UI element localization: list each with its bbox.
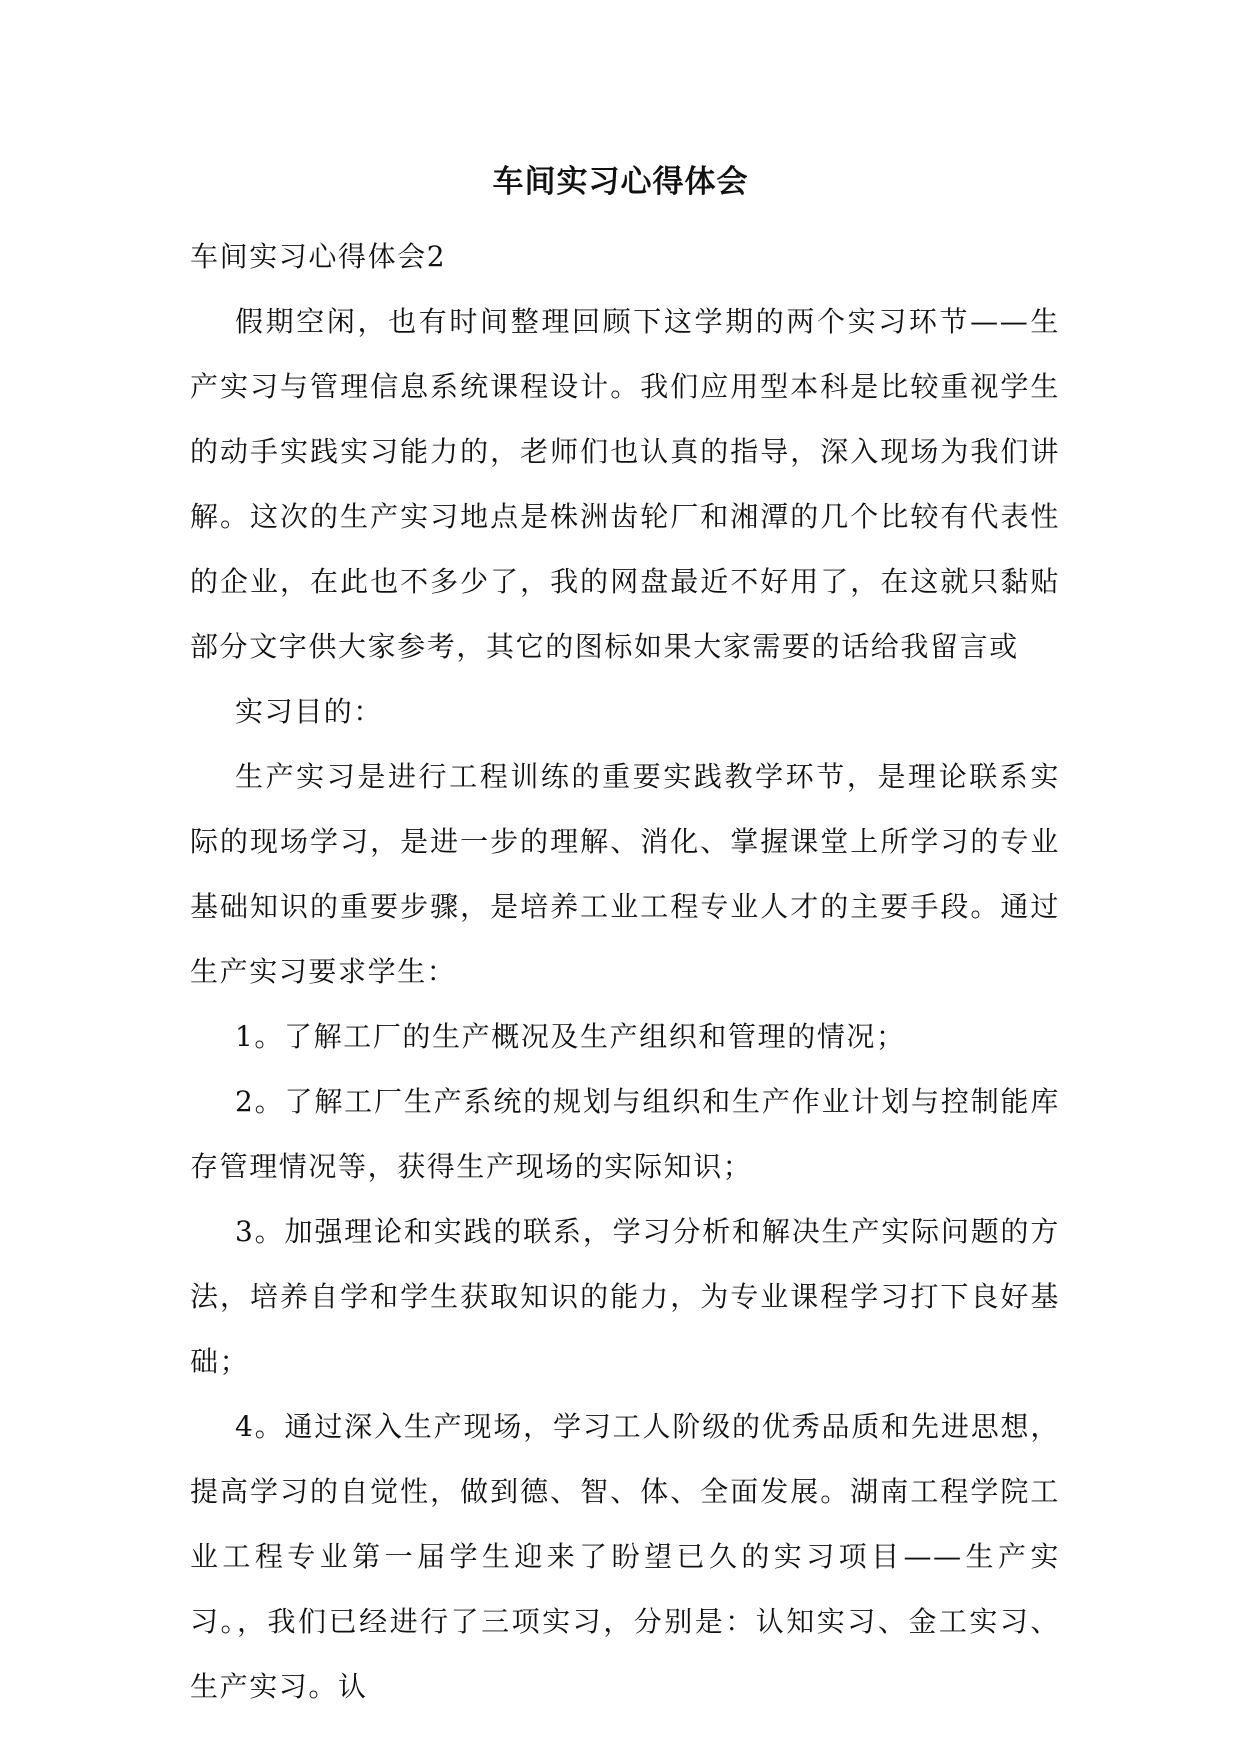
- list-item-3: 3。加强理论和实践的联系，学习分析和解决生产实际问题的方法，培养自学和学生获取知识的能力，为专业课程学习打下良好基础；: [190, 1215, 1060, 1378]
- paragraph-purpose: 生产实习是进行工程训练的重要实践教学环节，是理论联系实际的现场学习，是进一步的理解、消化、掌握课堂上所学习的专业基础知识的重要步骤，是培养工业工程专业人才的主要手段。通过生产实习要求学生：: [190, 760, 1060, 988]
- list-item-4: 4。通过深入生产现场，学习工人阶级的优秀品质和先进思想，提高学习的自觉性，做到德、智、体、全面发展。湖南工程学院工业工程专业第一届学生迎来了盼望已久的实习项目——生产实习。，我们已经进行了三项实习，分别是：认知实习、金工实习、生产实习。认: [190, 1410, 1060, 1703]
- list-item-2: 2。了解工厂生产系统的规划与组织和生产作业计划与控制能库存管理情况等，获得生产现场的实际知识；: [190, 1085, 1060, 1183]
- paragraph-intro: 假期空闲，也有时间整理回顾下这学期的两个实习环节——生产实习与管理信息系统课程设计。我们应用型本科是比较重视学生的动手实践实习能力的，老师们也认真的指导，深入现场为我们讲解。这次的生产实习地点是株洲齿轮厂和湘潭的几个比较有代表性的企业，在此也不多少了，我的网盘最近不好用了，在这就只黏贴部分文字供大家参考，其它的图标如果大家需要的话给我留言或: [190, 305, 1060, 663]
- section-heading: 车间实习心得体会2: [190, 240, 447, 273]
- paragraph-purpose-heading: 实习目的：: [235, 695, 384, 728]
- document-body: [190, 224, 1060, 1719]
- list-item-1: 1。了解工厂的生产概况及生产组织和管理的情况；: [235, 1020, 906, 1053]
- document-title: 车间实习心得体会: [492, 164, 749, 200]
